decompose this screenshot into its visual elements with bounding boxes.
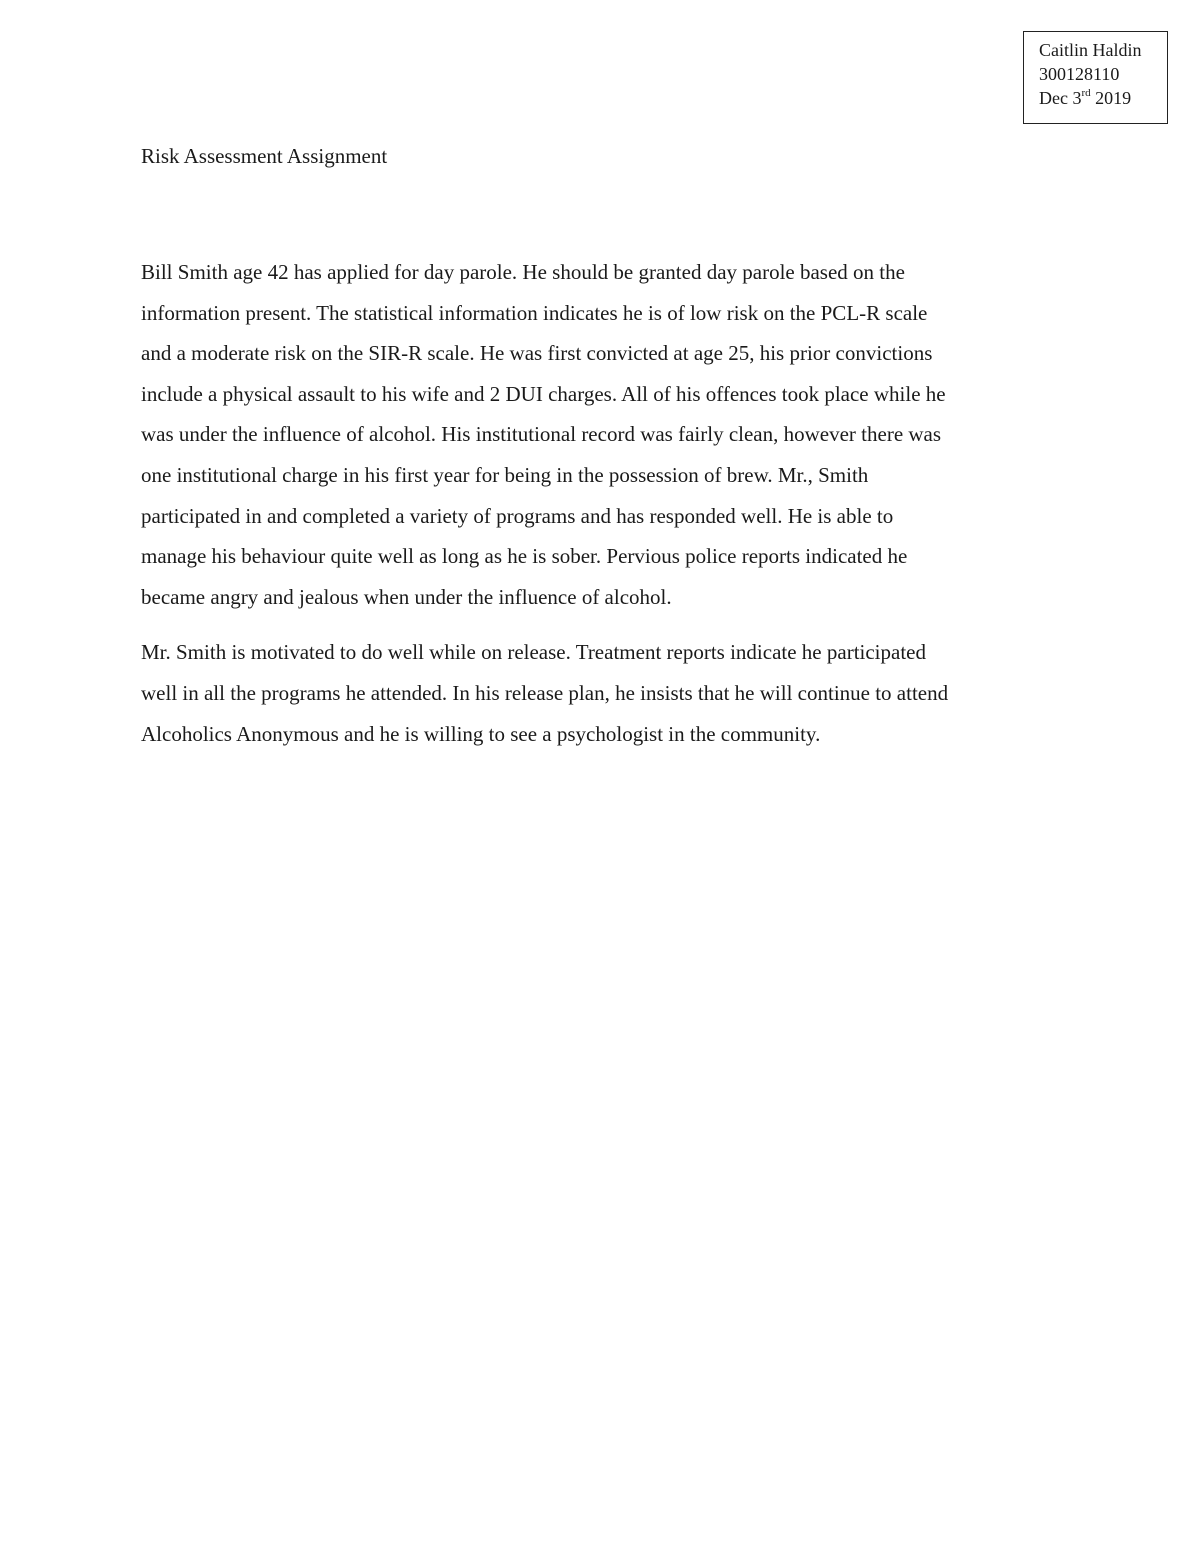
paragraph-line: Bill Smith age 42 has applied for day parole. He should be granted day parole based on the [141, 260, 905, 284]
paragraph-line: Alcoholics Anonymous and he is willing to see a psychologist in the community. [141, 721, 821, 746]
student-info-box [1023, 31, 1168, 124]
date-ordinal-suffix: rd [1081, 87, 1091, 99]
date-prefix: Dec 3 [1039, 88, 1082, 108]
date-year: 2019 [1090, 88, 1132, 108]
submission-date [1039, 86, 1167, 110]
paragraph-line: one institutional charge in his first year for being in the possession of brew. Mr., Smith [141, 462, 869, 487]
student-name: Caitlin Haldin [1039, 40, 1142, 60]
student-id: 300128110 [1039, 64, 1120, 84]
paragraph-line: Mr. Smith is motivated to do well while on release. Treatment reports indicate he participated [141, 640, 926, 665]
document-body [141, 252, 1061, 754]
paragraph-1 [141, 252, 1061, 617]
paragraph-line: well in all the programs he attended. In his release plan, he insists that he will continue to attend [141, 680, 949, 705]
paragraph-2 [141, 632, 1061, 754]
paragraph-line: became angry and jealous when under the influence of alcohol. [141, 584, 672, 609]
paragraph-line: information present. The statistical information indicates he is of low risk on the PCL-R scale [141, 300, 928, 325]
document-title: Risk Assessment Assignment [141, 144, 388, 168]
paragraph-line: include a physical assault to his wife and 2 DUI charges. All of his offences took place while he [141, 381, 946, 406]
paragraph-line: was under the influence of alcohol. His institutional record was fairly clean, however there was [141, 422, 942, 447]
paragraph-line: and a moderate risk on the SIR-R scale. He was first convicted at age 25, his prior convictions [141, 341, 933, 366]
paragraph-line: participated in and completed a variety of programs and has responded well. He is able to [141, 503, 894, 528]
paragraph-line: manage his behaviour quite well as long as he is sober. Pervious police reports indicated he [141, 544, 908, 569]
